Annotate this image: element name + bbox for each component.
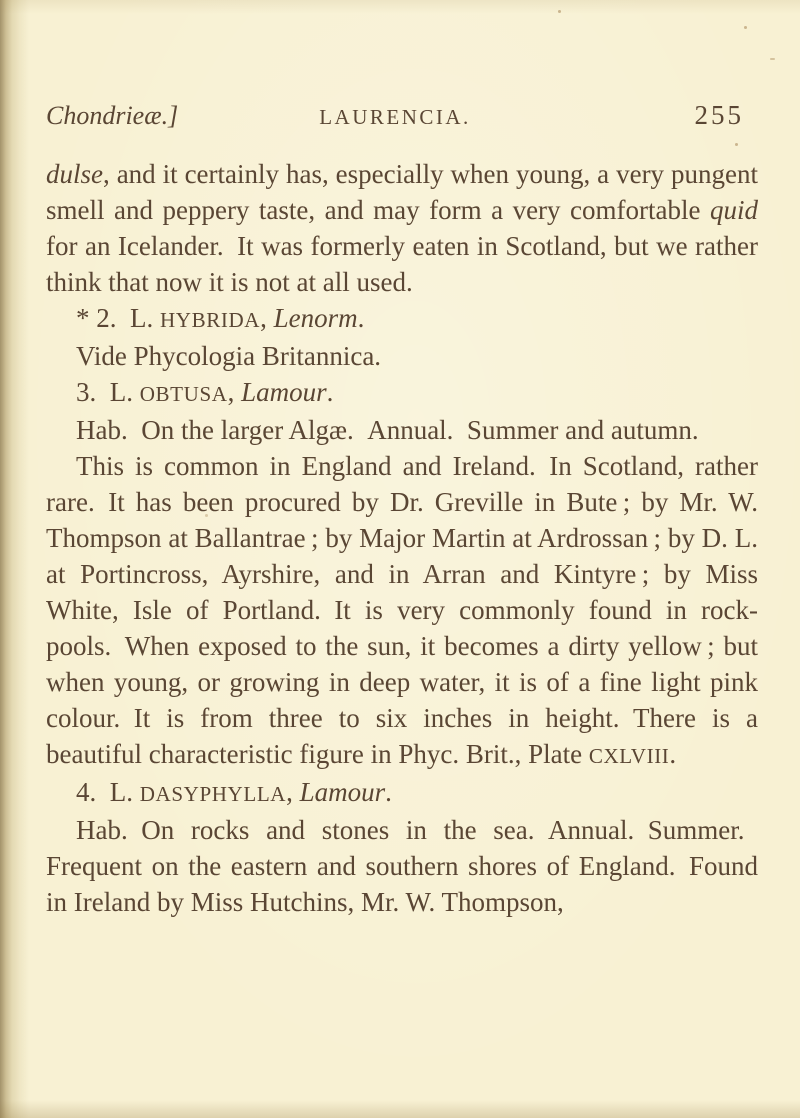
text-segment: Lamour <box>299 777 386 807</box>
text-segment: . <box>326 377 334 407</box>
text-segment: , <box>227 377 242 407</box>
paper-speck <box>558 10 561 13</box>
text-segment: OBTUSA <box>139 382 228 406</box>
text-segment: Hab. On the larger Algæ. Annual. Summer and autumn. <box>76 415 699 445</box>
species-entry-3 <box>46 374 758 412</box>
text-segment: quid <box>709 195 758 225</box>
text-segment: Lamour <box>241 377 327 407</box>
page-bottom-shade <box>0 1100 800 1118</box>
paragraph-distribution <box>46 448 758 774</box>
paper-speck <box>770 58 775 60</box>
text-segment: This is common in England and Ireland. In Scotland, rather rare. It has been procured by Dr. Greville in Bute ; by Mr. W. Thompson at Ballantrae ; by Major Martin at Ardrossan ; by D. L. at Portincross, Ayrshire, and in Arran and Kintyre ; by Miss White, Isle of Portland. It is very commonly found in rock-pools. When exposed to the sun, it becomes a dirty yellow ; but when young, or growing in deep water, it is of a fine light pink colour. It is from three to six inches in height. There is a beautiful characteristic figure in Phyc. Brit., Plate <box>46 451 758 769</box>
species-entry-2 <box>46 300 758 338</box>
page-body <box>46 156 758 920</box>
page-top-shade <box>0 0 800 14</box>
text-segment: dulse <box>46 159 103 189</box>
text-segment: 3. L. <box>76 377 140 407</box>
text-segment: . <box>669 739 677 769</box>
text-segment: DASYPHYLLA <box>139 782 287 806</box>
habitat-obtusa <box>46 412 758 448</box>
text-segment: HYBRIDA <box>160 308 261 332</box>
text-segment: Vide Phycologia Britannica. <box>76 341 382 371</box>
paragraph-dulse <box>46 156 758 300</box>
paper-speck <box>744 26 747 29</box>
habitat-dasyphylla <box>46 812 758 920</box>
text-segment: 4. L. <box>76 777 140 807</box>
text-segment: . <box>385 777 392 807</box>
page-number: 255 <box>694 100 745 130</box>
text-segment: . <box>357 303 365 333</box>
text-segment: , <box>286 777 300 807</box>
text-segment: * 2. L. <box>76 303 160 333</box>
section-title: Chondrieæ.] <box>46 101 179 130</box>
text-segment: , and it certainly has, especially when young, a very pungent smell and peppery taste, and may form a very comfortable <box>46 159 758 225</box>
vide-reference <box>46 338 758 374</box>
text-segment: Hab. On rocks and stones in the sea. Annual. Summer. Frequent on the eastern and southern shores of England. Found in Ireland by Miss Hutchins, Mr. W. Thompson, <box>46 815 758 917</box>
text-segment: for an Icelander. It was formerly eaten in Scotland, but we rather think that now it is not at all used. <box>46 231 758 297</box>
running-header <box>46 100 758 131</box>
text-segment: CXLVIII <box>588 744 670 768</box>
text-segment: Lenorm <box>273 303 358 333</box>
text-segment: , <box>260 303 274 333</box>
binding-shadow <box>0 0 30 1118</box>
genus-title: LAURENCIA. <box>319 105 471 129</box>
species-entry-4 <box>46 774 758 812</box>
paper-speck <box>735 143 738 146</box>
